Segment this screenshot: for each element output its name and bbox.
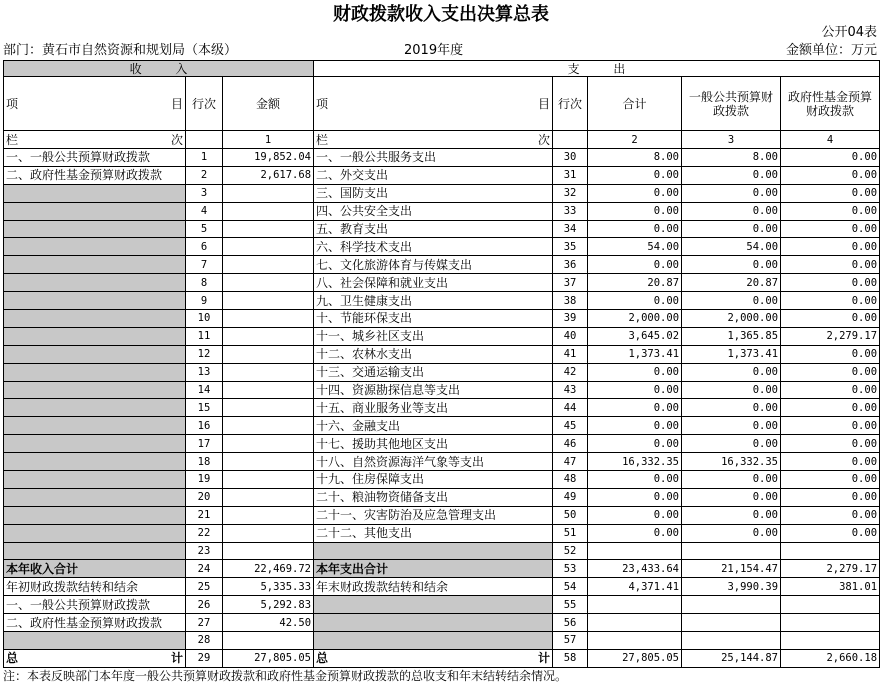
expense-item: 总 计: [314, 649, 553, 667]
expense-gov-fund: 0.00: [781, 488, 880, 506]
expense-gov-fund: 0.00: [781, 345, 880, 363]
expense-row-no: 46: [553, 435, 588, 453]
income-amount: 19,852.04: [223, 149, 314, 167]
expense-general-budget: 1,365.85: [682, 327, 781, 345]
income-row-no: 27: [186, 614, 223, 632]
table-row: [4, 632, 880, 650]
income-row-no: 7: [186, 256, 223, 274]
income-row-no: 6: [186, 238, 223, 256]
expense-row-no: 36: [553, 256, 588, 274]
expense-general-budget: 0.00: [682, 435, 781, 453]
expense-row-no: 45: [553, 417, 588, 435]
expense-total: 23,433.64: [588, 560, 682, 578]
expense-general-budget: 0.00: [682, 506, 781, 524]
table-row: [4, 274, 880, 292]
expense-general-budget: 0.00: [682, 399, 781, 417]
expense-row-no: 54: [553, 578, 588, 596]
table-row: [4, 363, 880, 381]
income-row-no: 11: [186, 327, 223, 345]
table-row: [4, 256, 880, 274]
expense-gov-fund: 0.00: [781, 220, 880, 238]
expense-total: 0.00: [588, 488, 682, 506]
expense-general-budget: [682, 632, 781, 650]
expense-gov-fund: 0.00: [781, 471, 880, 489]
expense-general-budget-column-no: 3: [682, 131, 781, 149]
expense-row-no: 31: [553, 166, 588, 184]
table-row: [4, 345, 880, 363]
expense-row-no-header: 行次: [553, 77, 588, 131]
table-row: [4, 381, 880, 399]
expense-item: 年末财政拨款结转和结余: [314, 578, 553, 596]
expense-general-budget: 3,990.39: [682, 578, 781, 596]
table-row: [4, 184, 880, 202]
income-amount: [223, 256, 314, 274]
expense-general-budget: 0.00: [682, 363, 781, 381]
table-row: [4, 327, 880, 345]
table-row: [4, 524, 880, 542]
income-row-no: 16: [186, 417, 223, 435]
income-item: [4, 256, 186, 274]
income-item: [4, 506, 186, 524]
income-amount-column-no: 1: [223, 131, 314, 149]
income-amount: [223, 632, 314, 650]
income-amount: [223, 471, 314, 489]
expense-gov-fund: 0.00: [781, 524, 880, 542]
expense-item: 三、国防支出: [314, 184, 553, 202]
income-item: [4, 220, 186, 238]
expense-gov-fund: 0.00: [781, 256, 880, 274]
income-row-no: 5: [186, 220, 223, 238]
expense-item: 十九、住房保障支出: [314, 471, 553, 489]
expense-row-no: 33: [553, 202, 588, 220]
expense-total: 0.00: [588, 417, 682, 435]
expense-item: 六、科学技术支出: [314, 238, 553, 256]
income-row-no: 3: [186, 184, 223, 202]
income-amount: [223, 220, 314, 238]
table-row: [4, 488, 880, 506]
income-amount: [223, 399, 314, 417]
income-amount: [223, 184, 314, 202]
final-account-table: [3, 60, 880, 668]
expense-row-no: 42: [553, 363, 588, 381]
expense-item: 十三、交通运输支出: [314, 363, 553, 381]
expense-total: [588, 596, 682, 614]
expense-item: 二十二、其他支出: [314, 524, 553, 542]
income-item: 一、一般公共预算财政拨款: [4, 149, 186, 167]
amount-unit: 金额单位：万元: [785, 43, 877, 58]
income-item: [4, 632, 186, 650]
expense-total: 0.00: [588, 292, 682, 310]
expense-row-no: 39: [553, 310, 588, 328]
expense-gov-fund-column-no: 4: [781, 131, 880, 149]
expense-total: 0.00: [588, 506, 682, 524]
expense-total-header: 合计: [588, 77, 682, 131]
expense-row-no: 44: [553, 399, 588, 417]
income-item: [4, 542, 186, 560]
expense-item: 二十、粮油物资储备支出: [314, 488, 553, 506]
income-item: [4, 524, 186, 542]
expense-general-budget: 20.87: [682, 274, 781, 292]
expense-total: 16,332.35: [588, 453, 682, 471]
expense-gov-fund: [781, 632, 880, 650]
income-amount: 5,292.83: [223, 596, 314, 614]
income-item: [4, 435, 186, 453]
income-row-no: 24: [186, 560, 223, 578]
income-amount: [223, 542, 314, 560]
expense-item: 九、卫生健康支出: [314, 292, 553, 310]
income-amount: [223, 435, 314, 453]
expense-total: 0.00: [588, 363, 682, 381]
income-row-no: 15: [186, 399, 223, 417]
expense-gov-fund: [781, 542, 880, 560]
expense-row-no: 47: [553, 453, 588, 471]
column-header-row: [4, 77, 880, 131]
expense-item: 十一、城乡社区支出: [314, 327, 553, 345]
expense-gov-fund: [781, 596, 880, 614]
expense-item-header: 项 目: [314, 77, 553, 131]
expense-general-budget: 8.00: [682, 149, 781, 167]
income-item: [4, 471, 186, 489]
expense-total-column-no: 2: [588, 131, 682, 149]
expense-general-budget: 0.00: [682, 292, 781, 310]
expense-gov-fund: 0.00: [781, 166, 880, 184]
expense-total: 0.00: [588, 202, 682, 220]
expense-total: 20.87: [588, 274, 682, 292]
income-row-no: 18: [186, 453, 223, 471]
report-title: 财政拨款收入支出决算总表: [333, 4, 549, 25]
expense-row-no: 35: [553, 238, 588, 256]
expense-general-budget: 0.00: [682, 220, 781, 238]
expense-row-no: 40: [553, 327, 588, 345]
expense-gov-fund: 0.00: [781, 292, 880, 310]
income-item: [4, 184, 186, 202]
expense-total: 0.00: [588, 220, 682, 238]
expense-total: 0.00: [588, 256, 682, 274]
expense-gov-fund: 381.01: [781, 578, 880, 596]
table-row: [4, 596, 880, 614]
expense-row-no: 57: [553, 632, 588, 650]
income-column-label: 栏 次: [4, 131, 186, 149]
expense-gov-fund: 0.00: [781, 238, 880, 256]
expense-gov-fund: 2,279.17: [781, 327, 880, 345]
income-amount-header: 金额: [223, 77, 314, 131]
expense-item: [314, 614, 553, 632]
section-header-row: [4, 61, 880, 77]
table-body: [4, 149, 880, 668]
income-row-no: 19: [186, 471, 223, 489]
income-row-no: 2: [186, 166, 223, 184]
income-item: [4, 202, 186, 220]
income-amount: [223, 238, 314, 256]
expense-total: 8.00: [588, 149, 682, 167]
expense-gov-fund: 0.00: [781, 310, 880, 328]
expense-item: 十六、金融支出: [314, 417, 553, 435]
department-label: 部门：黄石市自然资源和规划局（本级）: [3, 43, 238, 58]
table-row: [4, 399, 880, 417]
expense-item: 一、一般公共服务支出: [314, 149, 553, 167]
expense-gov-fund: 0.00: [781, 399, 880, 417]
table-row: [4, 310, 880, 328]
expense-row-no: 37: [553, 274, 588, 292]
expense-general-budget: 1,373.41: [682, 345, 781, 363]
expense-general-budget: [682, 596, 781, 614]
income-amount: [223, 506, 314, 524]
expense-gov-fund: 0.00: [781, 149, 880, 167]
expense-gov-fund-header: 政府性基金预算财政拨款: [781, 77, 880, 131]
expense-general-budget: 0.00: [682, 471, 781, 489]
footnote: 注：本表反映部门本年度一般公共预算财政拨款和政府性基金预算财政拨款的总收支和年末结转结余情况。: [3, 669, 568, 683]
expense-row-no: 30: [553, 149, 588, 167]
expense-row-no: 51: [553, 524, 588, 542]
table-row: [4, 578, 880, 596]
income-item: [4, 238, 186, 256]
expense-row-no: 32: [553, 184, 588, 202]
income-item: 年初财政拨款结转和结余: [4, 578, 186, 596]
income-amount: 27,805.05: [223, 649, 314, 667]
expense-item: 四、公共安全支出: [314, 202, 553, 220]
expense-general-budget: 0.00: [682, 166, 781, 184]
income-item: 二、政府性基金预算财政拨款: [4, 166, 186, 184]
expense-total: 1,373.41: [588, 345, 682, 363]
expense-item: [314, 596, 553, 614]
expense-row-no: 48: [553, 471, 588, 489]
income-amount: 5,335.33: [223, 578, 314, 596]
expense-general-budget: 25,144.87: [682, 649, 781, 667]
expense-total: 2,000.00: [588, 310, 682, 328]
table-row: [4, 149, 880, 167]
income-row-no: 14: [186, 381, 223, 399]
expense-general-budget: 0.00: [682, 202, 781, 220]
expense-gov-fund: 0.00: [781, 453, 880, 471]
table-row: [4, 435, 880, 453]
expense-item: 十七、援助其他地区支出: [314, 435, 553, 453]
expense-row-no: 53: [553, 560, 588, 578]
income-section-header: 收 入: [4, 61, 314, 77]
income-item: 本年收入合计: [4, 560, 186, 578]
income-item: [4, 327, 186, 345]
expense-row-no: 34: [553, 220, 588, 238]
income-item: 总 计: [4, 649, 186, 667]
expense-gov-fund: 0.00: [781, 381, 880, 399]
table-row: [4, 220, 880, 238]
income-item: [4, 488, 186, 506]
expense-item: 十八、自然资源海洋气象等支出: [314, 453, 553, 471]
table-row: [4, 542, 880, 560]
expense-total: 0.00: [588, 381, 682, 399]
income-row-no: 17: [186, 435, 223, 453]
expense-gov-fund: 0.00: [781, 417, 880, 435]
expense-gov-fund: 0.00: [781, 506, 880, 524]
income-item: 二、政府性基金预算财政拨款: [4, 614, 186, 632]
expense-row-no: 52: [553, 542, 588, 560]
expense-general-budget: 16,332.35: [682, 453, 781, 471]
expense-general-budget: 0.00: [682, 417, 781, 435]
expense-total: 54.00: [588, 238, 682, 256]
table-row: [4, 417, 880, 435]
expense-item: 二、外交支出: [314, 166, 553, 184]
table-row: [4, 471, 880, 489]
expense-general-budget: 54.00: [682, 238, 781, 256]
income-row-no: 10: [186, 310, 223, 328]
income-row-no: 23: [186, 542, 223, 560]
expense-gov-fund: 0.00: [781, 202, 880, 220]
column-number-row: [4, 131, 880, 149]
income-item: [4, 417, 186, 435]
expense-section-header: 支 出: [314, 61, 880, 77]
expense-total: 0.00: [588, 399, 682, 417]
expense-total: [588, 632, 682, 650]
expense-item: 七、文化旅游体育与传媒支出: [314, 256, 553, 274]
form-number: 公开04表: [821, 25, 877, 40]
expense-item: [314, 632, 553, 650]
income-item: [4, 381, 186, 399]
income-item: 一、一般公共预算财政拨款: [4, 596, 186, 614]
expense-row-no: 41: [553, 345, 588, 363]
expense-item: 二十一、灾害防治及应急管理支出: [314, 506, 553, 524]
income-row-no: 29: [186, 649, 223, 667]
income-amount: [223, 417, 314, 435]
expense-row-no: 56: [553, 614, 588, 632]
expense-item: 本年支出合计: [314, 560, 553, 578]
income-row-no: 20: [186, 488, 223, 506]
income-item: [4, 399, 186, 417]
expense-item: 八、社会保障和就业支出: [314, 274, 553, 292]
expense-total: [588, 614, 682, 632]
income-amount: [223, 488, 314, 506]
expense-total: 3,645.02: [588, 327, 682, 345]
income-amount: [223, 310, 314, 328]
expense-general-budget: [682, 614, 781, 632]
expense-gov-fund: [781, 614, 880, 632]
table-row: [4, 560, 880, 578]
expense-total: 0.00: [588, 166, 682, 184]
expense-general-budget: 0.00: [682, 184, 781, 202]
income-amount: [223, 327, 314, 345]
expense-general-budget-header: 一般公共预算财政拨款: [682, 77, 781, 131]
income-item-header: 项 目: [4, 77, 186, 131]
income-amount: [223, 453, 314, 471]
income-row-no: 12: [186, 345, 223, 363]
income-amount: [223, 363, 314, 381]
expense-general-budget: 0.00: [682, 524, 781, 542]
income-row-no: 1: [186, 149, 223, 167]
expense-row-no: 49: [553, 488, 588, 506]
expense-total: 0.00: [588, 471, 682, 489]
income-row-no-header: 行次: [186, 77, 223, 131]
income-amount: [223, 381, 314, 399]
income-row-no: 9: [186, 292, 223, 310]
expense-general-budget: [682, 542, 781, 560]
income-row-no: 4: [186, 202, 223, 220]
income-amount: [223, 292, 314, 310]
expense-general-budget: 2,000.00: [682, 310, 781, 328]
income-item: [4, 274, 186, 292]
income-amount: [223, 202, 314, 220]
table-row: [4, 453, 880, 471]
table-row: [4, 166, 880, 184]
income-amount: 42.50: [223, 614, 314, 632]
expense-general-budget: 21,154.47: [682, 560, 781, 578]
table-row: [4, 238, 880, 256]
income-amount: 2,617.68: [223, 166, 314, 184]
income-row-no: 28: [186, 632, 223, 650]
income-item: [4, 292, 186, 310]
expense-item: [314, 542, 553, 560]
expense-total: 0.00: [588, 435, 682, 453]
expense-total: 27,805.05: [588, 649, 682, 667]
expense-row-no: 50: [553, 506, 588, 524]
income-row-no-blank: [186, 131, 223, 149]
table-row: [4, 506, 880, 524]
expense-total: 0.00: [588, 184, 682, 202]
expense-row-no: 43: [553, 381, 588, 399]
income-row-no: 26: [186, 596, 223, 614]
expense-general-budget: 0.00: [682, 256, 781, 274]
table-row: [4, 202, 880, 220]
expense-item: 十二、农林水支出: [314, 345, 553, 363]
fiscal-year: 2019年度: [404, 43, 464, 58]
income-amount: [223, 345, 314, 363]
expense-gov-fund: 0.00: [781, 274, 880, 292]
expense-item: 五、教育支出: [314, 220, 553, 238]
expense-row-no: 58: [553, 649, 588, 667]
income-row-no: 21: [186, 506, 223, 524]
income-row-no: 22: [186, 524, 223, 542]
expense-gov-fund: 0.00: [781, 363, 880, 381]
expense-row-no: 38: [553, 292, 588, 310]
income-amount: [223, 274, 314, 292]
income-row-no: 13: [186, 363, 223, 381]
expense-column-label: 栏 次: [314, 131, 553, 149]
expense-gov-fund: 0.00: [781, 435, 880, 453]
income-row-no: 8: [186, 274, 223, 292]
income-item: [4, 345, 186, 363]
expense-item: 十、节能环保支出: [314, 310, 553, 328]
expense-total: [588, 542, 682, 560]
table-row: [4, 614, 880, 632]
expense-total: 4,371.41: [588, 578, 682, 596]
expense-row-no-blank: [553, 131, 588, 149]
income-row-no: 25: [186, 578, 223, 596]
income-amount: 22,469.72: [223, 560, 314, 578]
expense-gov-fund: 2,279.17: [781, 560, 880, 578]
income-item: [4, 310, 186, 328]
income-item: [4, 363, 186, 381]
expense-gov-fund: 2,660.18: [781, 649, 880, 667]
expense-total: 0.00: [588, 524, 682, 542]
expense-general-budget: 0.00: [682, 488, 781, 506]
expense-item: 十五、商业服务业等支出: [314, 399, 553, 417]
income-item: [4, 453, 186, 471]
expense-general-budget: 0.00: [682, 381, 781, 399]
table-row: [4, 649, 880, 667]
expense-gov-fund: 0.00: [781, 184, 880, 202]
expense-row-no: 55: [553, 596, 588, 614]
expense-item: 十四、资源勘探信息等支出: [314, 381, 553, 399]
table-row: [4, 292, 880, 310]
income-amount: [223, 524, 314, 542]
